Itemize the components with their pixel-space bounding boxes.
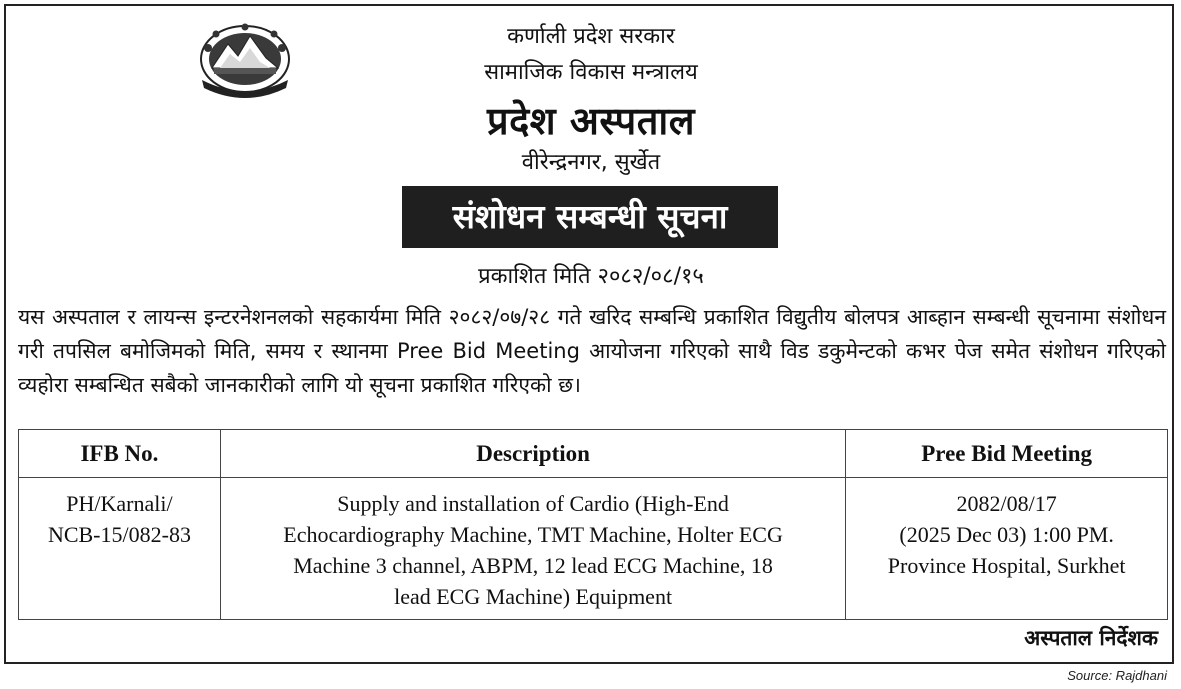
location-heading: वीरेन्द्रनगर, सुर्खेत bbox=[521, 150, 661, 175]
ifb-line: PH/Karnali/ bbox=[66, 491, 173, 516]
signature-hospital-director: अस्पताल निर्देशक bbox=[1024, 626, 1158, 650]
province-government-heading: कर्णाली प्रदेश सरकार bbox=[507, 24, 675, 49]
cell-ifb-no bbox=[19, 478, 221, 620]
table-row bbox=[19, 478, 1168, 620]
cell-description bbox=[220, 478, 845, 620]
description-line: Supply and installation of Cardio (High-End bbox=[337, 491, 729, 516]
description-line: Machine 3 channel, ABPM, 12 lead ECG Machine, 18 bbox=[293, 553, 773, 578]
header-ifb-no: IFB No. bbox=[19, 430, 221, 478]
ifb-line: NCB-15/082-83 bbox=[47, 522, 191, 547]
meeting-line: 2082/08/17 bbox=[956, 491, 1057, 516]
hospital-name-heading: प्रदेश अस्पताल bbox=[486, 99, 696, 143]
meeting-line: (2025 Dec 03) 1:00 PM. bbox=[899, 522, 1114, 547]
description-line: lead ECG Machine) Equipment bbox=[394, 584, 673, 609]
ministry-heading: सामाजिक विकास मन्त्रालय bbox=[484, 60, 698, 85]
meeting-line: Province Hospital, Surkhet bbox=[887, 553, 1126, 578]
table-header-row bbox=[19, 430, 1168, 478]
description-line: Echocardiography Machine, TMT Machine, Holter ECG bbox=[283, 522, 783, 547]
published-date: प्रकाशित मिति २०८२/०८/१५ bbox=[478, 264, 704, 289]
notice-body: यस अस्पताल र लायन्स इन्टरनेशनलको सहकार्यमा मिति २०८२/०७/२८ गते खरिद सम्बन्धि प्रकाशित विद्युतीय बोलपत्र आब्हान सम्बन्धी सूचनामा संशोधन गरी तपसिल बमोजिमको मिति, समय र स्थानमा Pree Bid Meeting आयोजना गरिएको साथै विड डकुमेन्टको कभर पेज समेत संशोधन गरिएको व्यहोरा सम्बन्धित सबैको जानकारीको लागि यो सूचना प्रकाशित गरिएको छ। bbox=[18, 305, 1166, 397]
header-pre-bid-meeting: Pree Bid Meeting bbox=[846, 430, 1168, 478]
notice-title: संशोधन सम्बन्धी सूचना bbox=[402, 186, 778, 248]
tender-table bbox=[18, 429, 1168, 620]
source-credit: Source: Rajdhani bbox=[1067, 668, 1167, 683]
header-description: Description bbox=[220, 430, 845, 478]
cell-pre-bid-meeting bbox=[846, 478, 1168, 620]
notice-frame bbox=[4, 4, 1174, 664]
